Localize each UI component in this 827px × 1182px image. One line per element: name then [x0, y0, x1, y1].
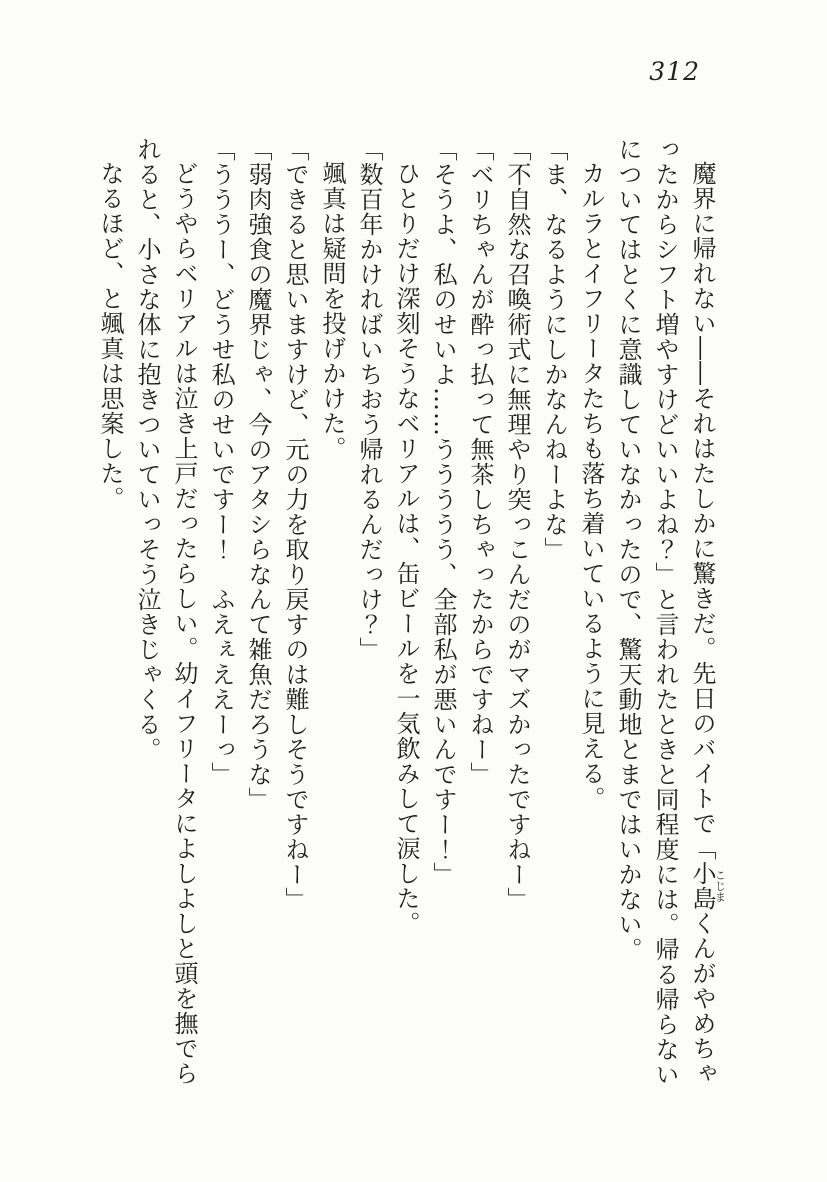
paragraph-12: 「うううー、どうせ私のせいですー！ ふえぇええーっ」: [207, 137, 235, 787]
paragraph-2: カルラとイフリータたちも落ち着いているように見える。: [577, 161, 605, 811]
paragraph-8: 「数百年かければいちおう帰れるんだっけ？」: [355, 137, 383, 662]
paragraph-11: 「弱肉強食の魔界じゃ、今のアタシらなんて雑魚だろうな」: [244, 137, 272, 812]
furigana-ruby: 小島こじま: [688, 861, 727, 911]
paragraph-10: 「できると思いますけど、元の力を取り戻すのは難しそうですねー」: [281, 137, 309, 912]
paragraph-5: 「ベリちゃんが酔っ払って無茶しちゃったからですねー」: [466, 137, 494, 787]
vertical-text-block: [91, 137, 726, 1093]
furigana-text: こじま: [713, 861, 727, 911]
paragraph-9: 颯真は疑問を投げかけた。: [318, 161, 346, 461]
paragraph-6: 「そうよ、私のせいよ……ううううう、全部私が悪いんですー！」: [429, 137, 457, 887]
paragraph-7: ひとりだけ深刻そうなベリアルは、缶ビールを一気飲みして涙した。: [392, 161, 420, 936]
paragraph-13: どうやらベリアルは泣き上戸だったらしい。幼イフリータによしよしと頭を撫でられると、小さな体に抱きついていっそう泣きじゃくる。: [133, 137, 198, 1086]
paragraph-14: なるほど、と颯真は思案した。: [96, 161, 124, 511]
page-number: 312: [649, 57, 700, 86]
paragraph-3: 「ま、なるようにしかなんねーよな」: [540, 137, 568, 562]
paragraph-4: 「不自然な召喚術式に無理やり突っこんだのがマズかったですねー」: [503, 137, 531, 912]
paragraph-1: 魔界に帰れない――それはたしかに驚きだ。先日のバイトで「小島こじまくんがやめちゃったからシフト増やすけどいいよね？」と言われたときと同程度には。帰る帰らないについてはとくに意識していなかったので、驚天動地とまではいかない。: [614, 137, 727, 1087]
